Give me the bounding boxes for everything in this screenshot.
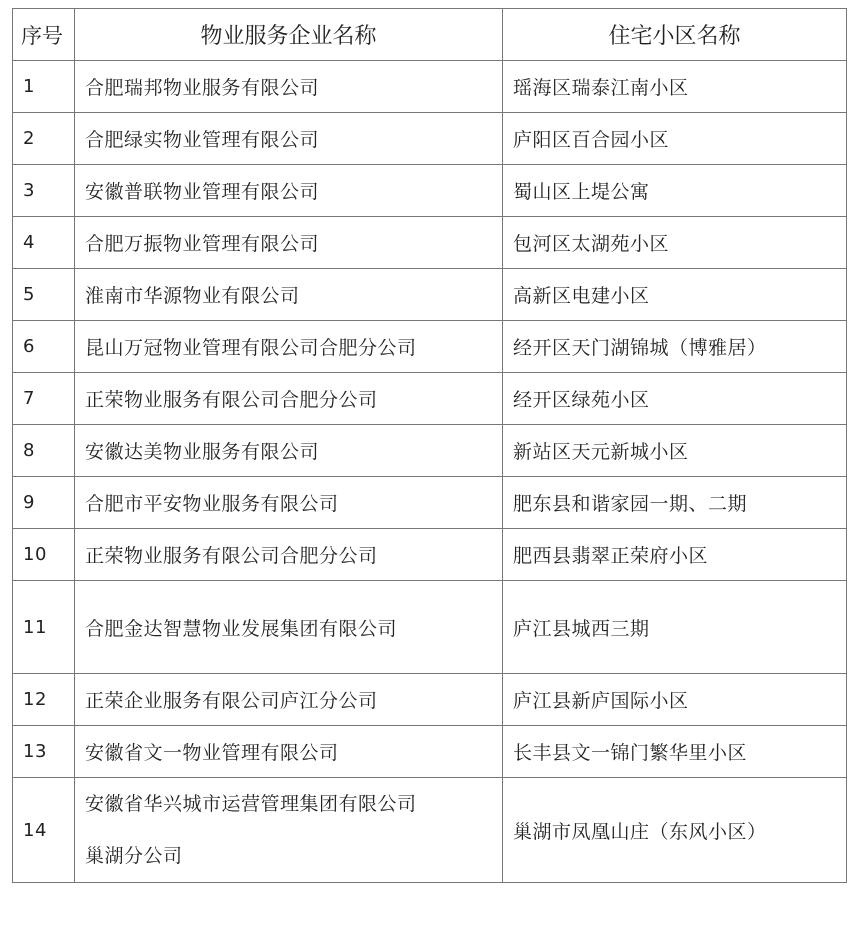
row-community: 包河区太湖苑小区 <box>503 217 847 269</box>
row-index: 3 <box>13 165 75 217</box>
row-community: 长丰县文一锦门繁华里小区 <box>503 726 847 778</box>
row-index: 5 <box>13 269 75 321</box>
table-row <box>13 726 847 778</box>
row-index: 12 <box>13 674 75 726</box>
header-community: 住宅小区名称 <box>503 9 847 61</box>
row-community: 庐江县新庐国际小区 <box>503 674 847 726</box>
row-index: 4 <box>13 217 75 269</box>
table-row <box>13 778 847 883</box>
row-community: 经开区绿苑小区 <box>503 373 847 425</box>
property-table <box>12 8 847 883</box>
row-community: 瑶海区瑞泰江南小区 <box>503 61 847 113</box>
table-row <box>13 269 847 321</box>
row-company: 正荣物业服务有限公司合肥分公司 <box>75 529 503 581</box>
row-company: 合肥金达智慧物业发展集团有限公司 <box>75 581 503 674</box>
row-company: 正荣企业服务有限公司庐江分公司 <box>75 674 503 726</box>
row-company: 昆山万冠物业管理有限公司合肥分公司 <box>75 321 503 373</box>
row-community: 蜀山区上堤公寓 <box>503 165 847 217</box>
row-company: 安徽普联物业管理有限公司 <box>75 165 503 217</box>
row-index: 10 <box>13 529 75 581</box>
row-company: 安徽省文一物业管理有限公司 <box>75 726 503 778</box>
row-company: 正荣物业服务有限公司合肥分公司 <box>75 373 503 425</box>
row-index: 7 <box>13 373 75 425</box>
table-row <box>13 373 847 425</box>
row-index: 8 <box>13 425 75 477</box>
row-company: 合肥瑞邦物业服务有限公司 <box>75 61 503 113</box>
header-index: 序号 <box>13 9 75 61</box>
row-community: 肥东县和谐家园一期、二期 <box>503 477 847 529</box>
property-table-container <box>12 8 846 883</box>
row-index: 9 <box>13 477 75 529</box>
row-index: 2 <box>13 113 75 165</box>
table-row <box>13 61 847 113</box>
row-company: 合肥市平安物业服务有限公司 <box>75 477 503 529</box>
table-row <box>13 529 847 581</box>
row-index: 14 <box>13 778 75 883</box>
row-company-line: 安徽省华兴城市运营管理集团有限公司 <box>85 793 417 815</box>
row-company-line: 巢湖分公司 <box>85 845 183 867</box>
table-row <box>13 477 847 529</box>
table-row <box>13 425 847 477</box>
row-company: 安徽达美物业服务有限公司 <box>75 425 503 477</box>
row-community: 巢湖市凤凰山庄（东风小区） <box>503 778 847 883</box>
row-index: 11 <box>13 581 75 674</box>
row-community: 高新区电建小区 <box>503 269 847 321</box>
row-index: 6 <box>13 321 75 373</box>
row-community: 新站区天元新城小区 <box>503 425 847 477</box>
row-company: 淮南市华源物业有限公司 <box>75 269 503 321</box>
row-index: 13 <box>13 726 75 778</box>
table-row <box>13 113 847 165</box>
table-row <box>13 321 847 373</box>
row-community: 经开区天门湖锦城（博雅居） <box>503 321 847 373</box>
row-company: 合肥万振物业管理有限公司 <box>75 217 503 269</box>
header-company: 物业服务企业名称 <box>75 9 503 61</box>
row-company <box>75 778 503 883</box>
table-row <box>13 165 847 217</box>
table-row <box>13 581 847 674</box>
table-header-row <box>13 9 847 61</box>
row-index: 1 <box>13 61 75 113</box>
row-community: 肥西县翡翠正荣府小区 <box>503 529 847 581</box>
row-community: 庐江县城西三期 <box>503 581 847 674</box>
table-row <box>13 217 847 269</box>
row-company: 合肥绿实物业管理有限公司 <box>75 113 503 165</box>
row-community: 庐阳区百合园小区 <box>503 113 847 165</box>
table-row <box>13 674 847 726</box>
